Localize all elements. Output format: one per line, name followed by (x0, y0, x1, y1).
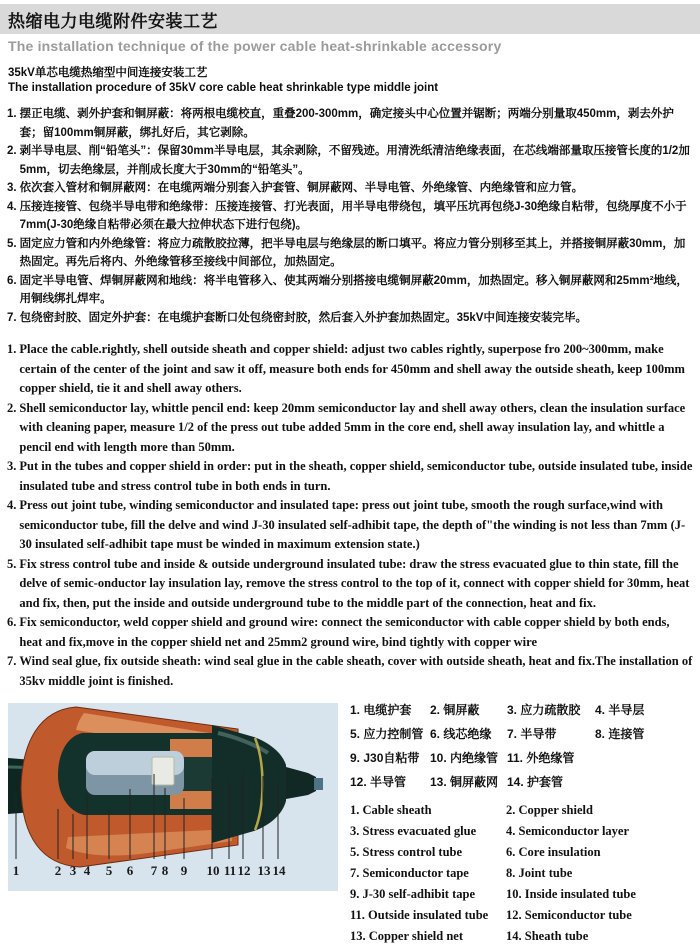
legend-en-item-6: 6. Core insulation (506, 845, 601, 860)
legend-zh-item-7: 7. 半导带 (507, 727, 557, 742)
legend-zh-row-2 (350, 725, 694, 742)
legend-zh-item-2: 2. 铜屏蔽 (430, 703, 480, 718)
legend-zh-item-4: 4. 半导层 (595, 703, 645, 718)
nozzle-tip-shape (314, 778, 323, 790)
legend-panel (350, 697, 694, 944)
callout-number-9: 9 (180, 863, 188, 879)
legend-zh-row-4 (350, 773, 694, 790)
step-zh-7 (7, 309, 693, 328)
callout-number-5: 5 (105, 863, 113, 879)
step-number: 2. (7, 145, 17, 158)
legend-zh-row-3 (350, 749, 694, 766)
legend-en-item-13: 13. Copper shield net (350, 929, 463, 944)
step-zh-6 (7, 272, 693, 309)
callout-number-7: 7 (150, 863, 158, 879)
step-number: 6. (7, 615, 17, 630)
legend-zh-item-12: 12. 半导管 (350, 775, 407, 790)
step-en-7 (7, 652, 693, 691)
callout-number-6: 6 (126, 863, 134, 879)
page-title-zh: 热缩电力电缆附件安装工艺 (8, 12, 218, 31)
section-subtitle-en: The installation procedure of 35kV core cable heat shrinkable type middle joint (8, 82, 439, 95)
step-text: Press out joint tube, winding semiconductor and insulated tape: press out joint tube, smooth the rough surface,wind with semiconductor tube, fill the delve and wind J-30 insulated self-adhibit tape, the depth of"the winding is not less than 7mm (J-30 insulated self-adhibit tape must be winded in maximum extension state.) (19, 498, 686, 552)
step-zh-2 (7, 142, 693, 179)
section-subtitle-zh: 35kV单芯电缆热缩型中间连接安装工艺 (8, 67, 208, 79)
legend-zh-item-3: 3. 应力疏散胶 (507, 703, 581, 718)
step-text: 固定应力管和内外绝缘管：将应力疏散胶拉薄，把半导电层与绝缘层的断口填平。将应力管分别移至其上，并搭接铜屏蔽30mm，加热固定。再先后将内、外绝缘管移至接线中间部位，加热固定。 (19, 237, 686, 269)
step-text: Shell semiconductor lay, whittle pencil end: keep 20mm semiconductor lay and shell away others, clean the insulation surface with cleaning paper, measure 1/2 of the press out tube added 5mm in the core end, shell away insulation lay, and whittle a pencil end with length more than 50mm. (19, 400, 686, 454)
step-text: Fix semiconductor, weld copper shield and ground wire: connect the semiconductor with cable copper shield by both ends, heat and fix,move in the copper shield net and 25mm2 ground wire, bind tightly with copper wire (19, 615, 670, 649)
legend-en-item-8: 8. Joint tube (506, 866, 573, 881)
steps-list-en (0, 340, 700, 691)
step-number: 3. (7, 182, 17, 195)
step-number: 3. (7, 459, 17, 474)
steps-list-zh (0, 105, 700, 327)
legend-en-item-14: 14. Sheath tube (506, 929, 589, 944)
callout-number-14: 14 (272, 863, 286, 879)
callout-number-11: 11 (223, 863, 237, 879)
step-number: 4. (7, 498, 17, 513)
step-number: 1. (7, 342, 17, 357)
legend-en-item-3: 3. Stress evacuated glue (350, 824, 477, 839)
step-zh-5 (7, 235, 693, 272)
step-en-5 (7, 555, 693, 614)
step-number: 5. (7, 237, 17, 250)
page-title-en: The installation technique of the power cable heat-shrinkable accessory (8, 38, 502, 54)
callout-number-1: 1 (12, 863, 20, 879)
callout-number-10: 10 (206, 863, 220, 879)
callout-number-8: 8 (161, 863, 169, 879)
legend-zh-item-13: 13. 铜屏蔽网 (430, 775, 499, 790)
section-subtitle (0, 56, 700, 96)
legend-en-item-10: 10. Inside insulated tube (506, 887, 636, 902)
legend-en-item-12: 12. Semiconductor tube (506, 908, 632, 923)
step-en-3 (7, 457, 693, 496)
step-text: 摆正电缆、剥外护套和铜屏蔽：将两根电缆校直，重叠200-300mm，确定接头中心位置并锯断；两端分别量取450mm，剥去外护套；留100mm铜屏蔽，绑扎好后，其它剥除。 (19, 108, 674, 139)
step-en-4 (7, 496, 693, 555)
legend-zh-item-6: 6. 线芯绝缘 (430, 727, 492, 742)
step-en-2 (7, 399, 693, 458)
legend-zh-item-1: 1. 电缆护套 (350, 703, 412, 718)
step-text: 固定半导电管、焊铜屏蔽网和地线：将半电管移入、使其两端分别搭接电缆铜屏蔽20mm，加热固定。移入铜屏蔽网和25mm²地线，用铜线绑扎焊牢。 (19, 274, 688, 306)
callout-number-2: 2 (54, 863, 62, 879)
bottom-section (0, 697, 700, 944)
legend-en-item-5: 5. Stress control tube (350, 845, 463, 860)
step-zh-3 (7, 179, 693, 198)
legend-en-item-11: 11. Outside insulated tube (350, 908, 489, 923)
legend-en-item-7: 7. Semiconductor tape (350, 866, 469, 881)
step-text: 剥半导电层、削“铅笔头”：保留30mm半导电层，其余剥除，不留残迹。用清洗纸清洁绝缘表面，在芯线端部量取压接管长度的1/2加5mm，切去绝缘层，并削成长度大于30mm的“铅笔头”。 (19, 145, 690, 176)
step-text: Wind seal glue, fix outside sheath: wind seal glue in the cable sheath, cover with outside sheath, heat and fix.The installation of 35kv middle joint is finished. (19, 654, 693, 688)
step-text: Put in the tubes and copper shield in order: put in the sheath, copper shield, semiconductor tube, outside insulated tube, inside insulated tube and stress control tube in both ends in turn. (19, 459, 693, 493)
step-number: 5. (7, 556, 17, 571)
legend-zh-item-11: 11. 外绝缘管 (507, 751, 575, 766)
step-text: Place the cable.rightly, shell outside sheath and copper shield: adjust two cables rightly, superpose fro 200~300mm, make certain of the center of the joint and saw it off, measure both ends for 450mm and shell away the outside sheath, keep 100mm copper shield, tie it and shell away others. (19, 342, 685, 396)
legend-zh-item-9: 9. J30自粘带 (350, 751, 420, 766)
step-text: 依次套入管材和铜屏蔽网：在电缆两端分别套入护套管、铜屏蔽网、半导电管、外绝缘管、内绝缘管和应力管。 (19, 182, 584, 195)
legend-zh-item-10: 10. 内绝缘管 (430, 751, 499, 766)
step-en-1 (7, 340, 693, 399)
legend-zh (350, 701, 694, 790)
joint-tube-shape (152, 757, 174, 785)
step-zh-1 (7, 105, 693, 142)
legend-en-item-2: 2. Copper shield (506, 803, 593, 818)
page-title-bar (0, 4, 700, 34)
manual-page (0, 4, 700, 944)
step-number: 4. (7, 200, 17, 213)
callout-number-3: 3 (69, 863, 77, 879)
legend-zh-row-1 (350, 701, 694, 718)
step-en-6 (7, 613, 693, 652)
legend-en-item-9: 9. J-30 self-adhibit tape (350, 887, 475, 902)
step-text: 包绕密封胶、固定外护套：在电缆护套断口处包绕密封胶，然后套入外护套加热固定。35kV中间连接安装完毕。 (19, 311, 587, 324)
step-number: 1. (7, 108, 17, 121)
step-number: 6. (7, 274, 17, 287)
step-text: 压接连接管、包绕半导电带和绝缘带：压接连接管、打光表面，用半导电带绕包，填平压坑再包绕J-30绝缘自粘带，包绕厚度不小于7mm(J-30绝缘自粘带必须在最大拉伸状态下进行包绕)。 (19, 200, 687, 232)
cable-joint-figure (6, 697, 340, 944)
callout-number-13: 13 (257, 863, 271, 879)
step-zh-4 (7, 198, 693, 235)
cable-joint-illustration (6, 697, 340, 903)
legend-zh-item-5: 5. 应力控制管 (350, 727, 424, 742)
legend-en (350, 803, 694, 944)
callout-number-4: 4 (83, 863, 91, 879)
legend-en-item-4: 4. Semiconductor layer (506, 824, 630, 839)
callout-number-12: 12 (237, 863, 251, 879)
legend-en-item-1: 1. Cable sheath (350, 803, 432, 818)
step-text: Fix stress control tube and inside & outside underground insulated tube: draw the stress evacuated glue to thin state, fill the delve of semic-onductor lay insulation lay, remove the stress control to the top of it, connect with copper shield for 30mm, heat and fix, then, put the inside and outside underground tube to the middle part of the connection, heat and fix. (19, 556, 690, 610)
step-number: 7. (7, 311, 17, 324)
step-number: 7. (7, 654, 17, 669)
step-number: 2. (7, 400, 17, 415)
legend-zh-item-14: 14. 护套管 (507, 775, 564, 790)
legend-zh-item-8: 8. 连接管 (595, 727, 645, 742)
